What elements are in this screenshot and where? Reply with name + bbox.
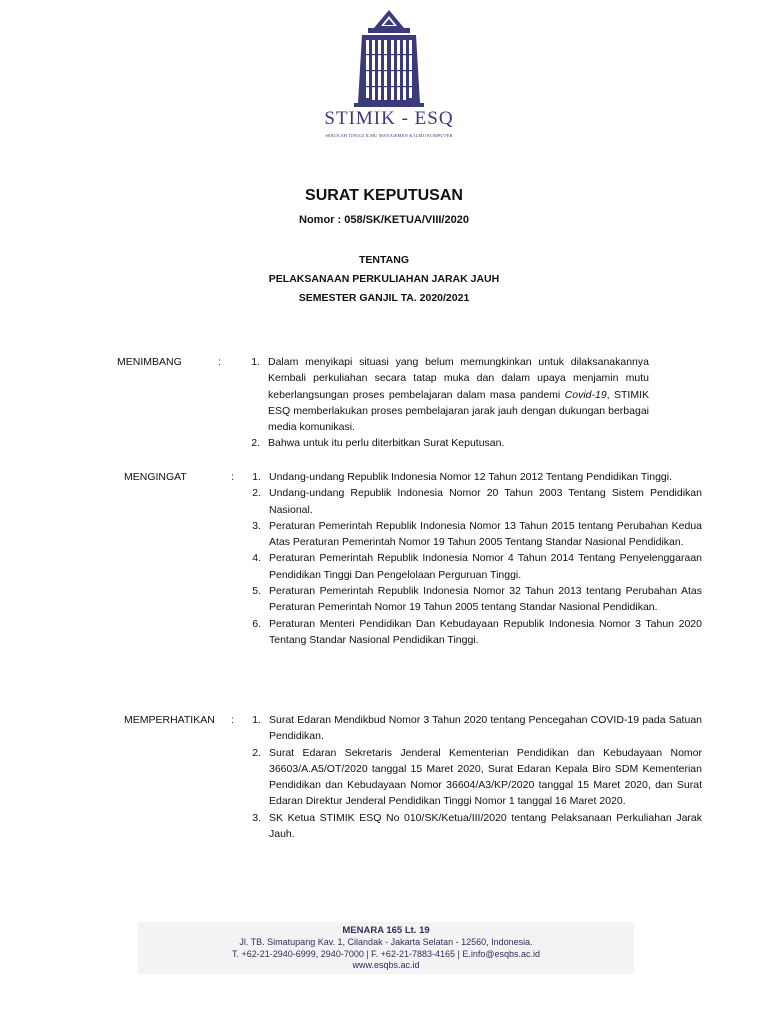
list-item	[251, 435, 649, 451]
document-number: Nomor : 058/SK/KETUA/VIII/2020	[299, 214, 469, 226]
item-text-italic: Covid-19	[564, 388, 607, 401]
item-text: Undang-undang Republik Indonesia Nomor 20 Tahun 2003 Tentang Sistem Pendidikan Nasional.	[269, 487, 702, 516]
list-item	[252, 712, 702, 745]
item-number: 4.	[252, 552, 261, 565]
item-number: 1.	[251, 356, 260, 368]
item-number: 3.	[252, 811, 261, 824]
item-number: 2.	[252, 746, 261, 759]
item-text: Peraturan Pemerintah Republik Indonesia Nomor 13 Tahun 2015 tentang Perubahan Kedua Atas Peraturan Pemerintah Nomor 19 Tahun 2005 Tentang Standar Nasional Pendidikan.	[269, 519, 702, 549]
letterhead-footer	[138, 922, 634, 974]
list-item	[252, 745, 702, 810]
item-number: 2.	[252, 487, 261, 500]
list-item	[252, 616, 702, 649]
item-number: 2.	[251, 437, 260, 450]
building-tower-icon	[318, 8, 460, 108]
list-item	[251, 354, 649, 435]
section-colon: :	[218, 356, 221, 368]
institution-logo	[318, 8, 460, 150]
tentang-label: TENTANG	[359, 254, 409, 266]
list-item	[252, 485, 702, 518]
logo-subtitle: SEKOLAH TINGGI ILMU MANAJEMEN & ILMU KOMPUTER	[325, 133, 453, 138]
item-text: Peraturan Menteri Pendidikan Dan Kebudayaan Republik Indonesia Nomor 3 Tahun 2020 Tentang Standar Nasional Pendidikan Tinggi.	[269, 617, 702, 646]
section-list	[251, 354, 649, 452]
item-number: 3.	[252, 519, 261, 532]
logo-name: STIMIK - ESQ	[324, 108, 454, 129]
section-colon: :	[231, 471, 234, 483]
item-number: 1.	[252, 714, 261, 726]
list-item	[252, 810, 702, 843]
document-title: SURAT KEPUTUSAN	[305, 187, 463, 204]
footer-contact: T. +62-21-2940-6999, 2940-7000 | F. +62-21-7883-4165 | E.info@esqbs.ac.id	[231, 948, 541, 959]
item-text-cont: , STIMIK ESQ memberlakukan proses pembelajaran jarak jauh dengan dukungan berbagai media komunikasi.	[268, 388, 649, 434]
footer-address: Jl. TB. Simatupang Kav. 1, Cilandak - Jakarta Selatan - 12560, Indonesia.	[239, 937, 533, 947]
subject-line-2: SEMESTER GANJIL TA. 2020/2021	[298, 292, 470, 304]
item-text: Surat Edaran Mendikbud Nomor 3 Tahun 2020 tentang Pencegahan COVID-19 pada Satuan Pendidikan.	[269, 714, 702, 743]
document-subject	[0, 251, 768, 308]
item-text: Peraturan Pemerintah Republik Indonesia Nomor 4 Tahun 2014 Tentang Penyelenggaraan Pendidikan Tinggi Dan Pengelolaan Perguruan Tinggi.	[269, 552, 702, 581]
section-list	[252, 469, 702, 648]
section-list	[252, 712, 702, 842]
list-item	[252, 583, 702, 616]
footer-website: www.esqbs.ac.id	[352, 960, 420, 970]
item-number: 6.	[252, 617, 261, 630]
footer-building: MENARA 165 Lt. 19	[342, 925, 430, 936]
item-text: Peraturan Pemerintah Republik Indonesia Nomor 32 Tahun 2013 tentang Perubahan Atas Peraturan Pemerintah Nomor 19 Tahun 2005 tentang Standar Nasional Pendidikan.	[269, 585, 702, 614]
item-text: Dalam menyikapi situasi yang belum memungkinkan untuk dilaksanakannya Kembali perkuliahan secara tatap muka dan dalam upaya menjamin mutu keberlangsungan proses pembelajaran dalam masa pandemi	[268, 356, 649, 401]
section-label: MEMPERHATIKAN	[124, 714, 215, 726]
item-text: SK Ketua STIMIK ESQ No 010/SK/Ketua/III/2020 tentang Pelaksanaan Perkuliahan Jarak Jauh.	[269, 811, 702, 841]
item-number: 5.	[252, 585, 261, 598]
list-item	[252, 518, 702, 551]
section-label: MENGINGAT	[124, 471, 187, 483]
section-label: MENIMBANG	[117, 356, 182, 368]
item-text: Undang-undang Republik Indonesia Nomor 12 Tahun 2012 Tentang Pendidikan Tinggi.	[269, 471, 672, 483]
item-text: Surat Edaran Sekretaris Jenderal Kementerian Pendidikan dan Kebudayaan Nomor 36603/A.A5/OT/2020 tanggal 15 Maret 2020, Surat Edaran Kepala Biro SDM Kementerian Pendidikan dan Kebudayaan Nomor 36604/A3/KP/2020 tanggal 15 Maret 2020, dan Surat Edaran Direktur Jenderal Pendidikan Tinggi Nomor 1 tanggal 16 Maret 2020.	[269, 746, 702, 808]
item-number: 1.	[252, 471, 261, 483]
section-colon: :	[231, 714, 234, 726]
list-item	[252, 550, 702, 583]
subject-line-1: PELAKSANAAN PERKULIAHAN JARAK JAUH	[268, 273, 500, 285]
list-item	[252, 469, 702, 485]
item-text: Bahwa untuk itu perlu diterbitkan Surat Keputusan.	[268, 437, 505, 450]
